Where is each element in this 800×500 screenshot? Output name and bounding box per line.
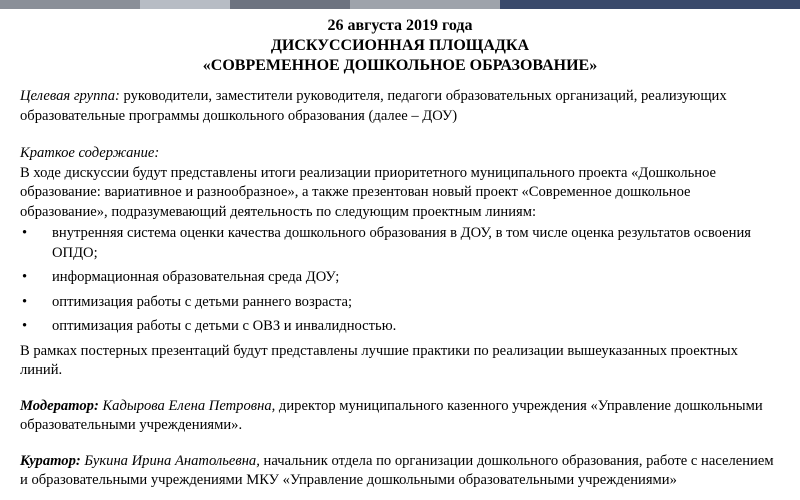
list-item-text: информационная образовательная среда ДОУ;	[52, 269, 340, 285]
moderator-text: директор муниципального казенного учреждения «Управление дошкольными образовательными учреждениями».	[20, 397, 763, 433]
target-group-text: руководители, заместители руководителя, педагоги образовательных организаций, реализующих образовательные программы дошкольного образования (далее – ДОУ)	[20, 88, 727, 124]
document-header	[0, 16, 800, 76]
moderator-name: Кадырова Елена Петровна,	[98, 397, 276, 414]
curator-text: начальник отдела по организации дошкольного образования, работе с населением и образовательными учреждениями МКУ «Управление дошкольными образовательными учреждениями»	[20, 452, 774, 488]
summary-label: Краткое содержание:	[20, 145, 160, 161]
list-item	[20, 317, 780, 337]
curator-paragraph	[20, 452, 780, 491]
top-bar-segment	[350, 0, 500, 9]
moderator-label: Модератор:	[20, 397, 99, 414]
top-bar-segment	[500, 0, 800, 9]
bullet-glyph: •	[22, 269, 28, 285]
moderator-paragraph	[20, 397, 780, 436]
event-subtitle: «СОВРЕМЕННОЕ ДОШКОЛЬНОЕ ОБРАЗОВАНИЕ»	[202, 57, 598, 74]
list-item-text: внутренняя система оценки качества дошкольного образования в ДОУ, в том числе оценка результатов освоения ОПДО;	[52, 225, 751, 261]
event-date: 26 августа 2019 года	[327, 17, 473, 34]
target-group-label: Целевая группа:	[20, 88, 120, 104]
bullet-glyph: •	[22, 293, 28, 310]
list-item	[20, 224, 780, 263]
list-item	[20, 293, 780, 313]
curator-label: Куратор:	[20, 452, 81, 469]
bullet-glyph: •	[22, 225, 28, 241]
event-title: ДИСКУССИОННАЯ ПЛОЩАДКА	[270, 37, 530, 54]
decorative-top-bar	[0, 0, 800, 9]
target-group-paragraph	[20, 87, 780, 126]
document-body	[20, 87, 780, 491]
list-item-text: оптимизация работы с детьми раннего возраста;	[52, 293, 353, 310]
summary-intro: В ходе дискуссии будут представлены итоги реализации приоритетного муниципального проекта «Дошкольное образование: вариативное и разнообразное», а также презентован новый проект «Современное дошкольное образование», подразумевающий деятельность по следующим проектным линиям:	[20, 164, 717, 220]
list-item-text: оптимизация работы с детьми с ОВЗ и инвалидностью.	[52, 318, 397, 334]
curator-name: Букина Ирина Анатольевна,	[80, 452, 260, 469]
list-item	[20, 268, 780, 288]
summary-outro: В рамках постерных презентаций будут представлены лучшие практики по реализации вышеуказанных проектных линий.	[20, 342, 738, 378]
top-bar-segment	[0, 0, 140, 9]
bullet-glyph: •	[22, 318, 28, 334]
top-bar-segment	[140, 0, 230, 9]
project-lines-list	[20, 224, 780, 337]
top-bar-segment	[230, 0, 350, 9]
